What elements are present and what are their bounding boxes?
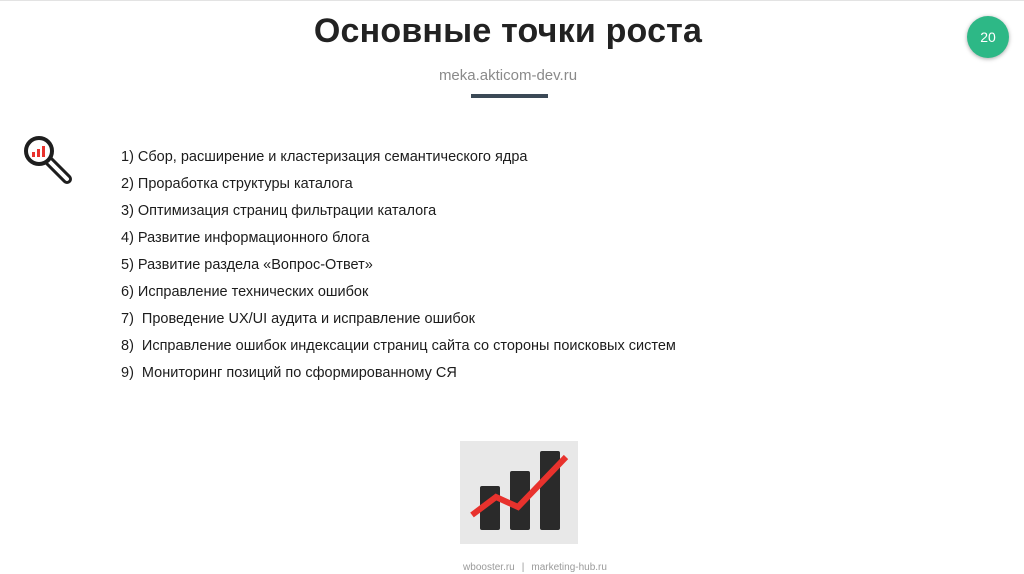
item-number: 9) [121, 365, 134, 381]
list-item [121, 227, 676, 254]
footer-separator: | [521, 562, 525, 573]
list-item [121, 254, 676, 281]
footer-link-right[interactable]: marketing-hub.ru [531, 562, 607, 573]
list-item [121, 335, 676, 362]
item-number: 7) [121, 311, 134, 327]
magnifier-chart-icon [22, 134, 74, 186]
top-edge-line [0, 0, 1024, 1]
list-item [121, 281, 676, 308]
footer-link-left[interactable]: wbooster.ru [463, 562, 515, 573]
item-text: Исправление ошибок индексации страниц сайта со стороны поисковых систем [141, 338, 676, 354]
item-text: Проведение UX/UI аудита и исправление ошибок [141, 311, 476, 327]
list-item [121, 362, 676, 389]
item-number: 1) [121, 149, 134, 165]
item-text: Развитие информационного блога [137, 230, 370, 246]
item-text: Проработка структуры каталога [137, 176, 353, 192]
item-text: Развитие раздела «Вопрос-Ответ» [137, 257, 373, 273]
footer [0, 562, 1024, 573]
slide-subtitle: meka.akticom-dev.ru [438, 67, 578, 84]
growth-points-list [121, 146, 676, 389]
title-divider [471, 94, 548, 98]
item-text: Мониторинг позиций по сформированному СЯ [141, 365, 457, 381]
growth-chart-icon [460, 441, 578, 544]
item-number: 3) [121, 203, 134, 219]
item-number: 8) [121, 338, 134, 354]
item-number: 4) [121, 230, 134, 246]
item-number: 6) [121, 284, 134, 300]
item-text: Сбор, расширение и кластеризация семантического ядра [137, 149, 528, 165]
item-number: 2) [121, 176, 134, 192]
page-number-badge: 20 [967, 16, 1009, 58]
list-item [121, 200, 676, 227]
item-number: 5) [121, 257, 134, 273]
list-item [121, 173, 676, 200]
item-text: Исправление технических ошибок [137, 284, 369, 300]
list-item [121, 308, 676, 335]
slide-title: Основные точки роста [313, 12, 703, 50]
list-item [121, 146, 676, 173]
item-text: Оптимизация страниц фильтрации каталога [137, 203, 437, 219]
